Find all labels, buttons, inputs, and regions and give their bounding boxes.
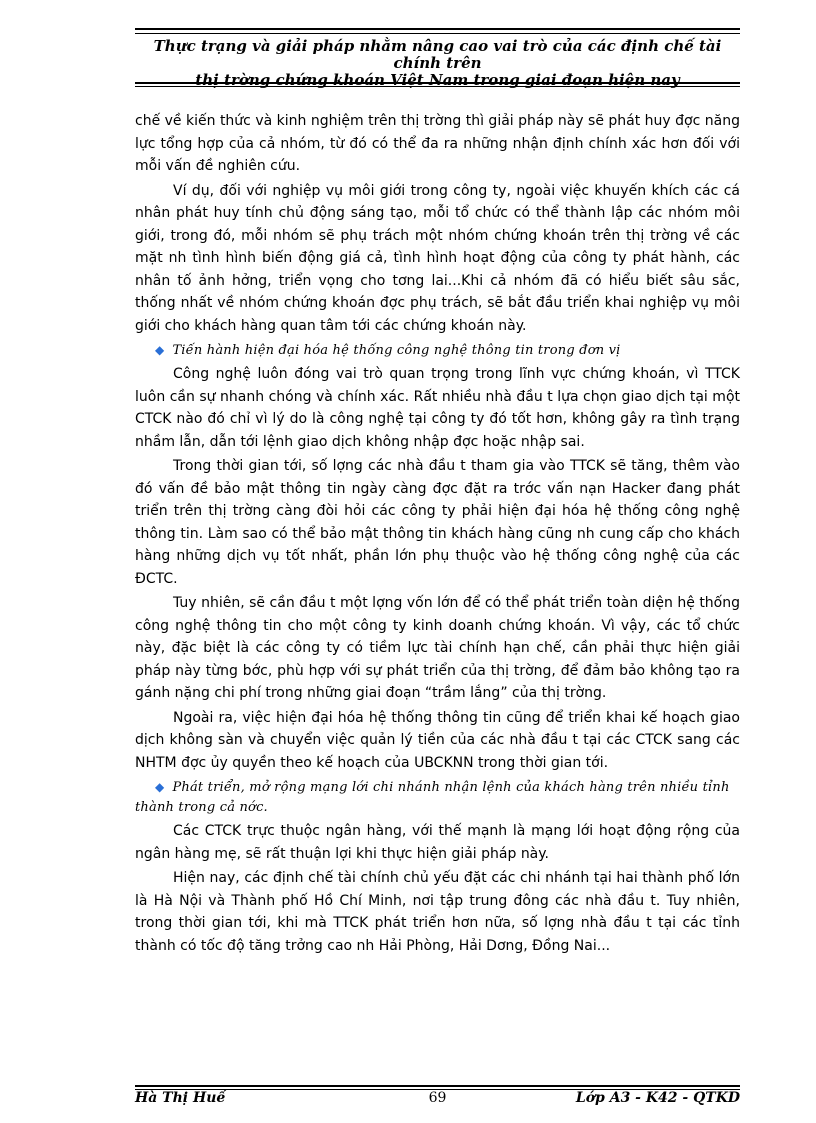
section-heading-2-text: Phát triển, mở rộng mạng lới chi nhánh nhận lệnh của khách hàng trên nhiều tỉnh thành trong cả nớc. — [135, 780, 730, 815]
paragraph-5: Tuy nhiên, sẽ cần đầu t một lợng vốn lớn để có thể phát triển toàn diện hệ thống công nghệ thông tin cho một công ty kinh doanh chứng khoán. Vì vậy, các tổ chức này, đặc biệt là các công ty có tiềm lực tài chính hạn chế, cần phải thực hiện giải pháp này từng bớc, phù hợp với sự phát triển của thị trờng, để đảm bảo không tạo ra gánh nặng chi phí trong những giai đoạn “trầm lắng” của thị trờng. — [135, 595, 740, 701]
paragraph-6: Ngoài ra, việc hiện đại hóa hệ thống thông tin cũng để triển khai kế hoạch giao dịch không sàn và chuyển việc quản lý tiền của các nhà đầu t tại các CTCK sang các NHTM đợc ủy quyền theo kế hoạch của UBCKNN trong thời gian tới. — [135, 709, 740, 771]
diamond-icon: ◆ — [155, 343, 165, 357]
footer-class: Lớp A3 - K42 - QTKD — [575, 1090, 740, 1106]
section-heading-1 — [135, 340, 740, 361]
header-rule-bottom — [135, 82, 740, 84]
page-footer — [135, 1090, 740, 1110]
section-heading-1-text: Tiến hành hiện đại hóa hệ thống công nghệ thông tin trong đơn vị — [172, 343, 621, 358]
header-rule-bottom-thin — [135, 86, 740, 87]
paragraph-4: Trong thời gian tới, số lợng các nhà đầu t tham gia vào TTCK sẽ tăng, thêm vào đó vấn đề bảo mật thông tin ngày càng đợc đặt ra trớc vấn nạn Hacker đang phát triển trên thị trờng càng đòi hỏi các công ty phải hiện đại hóa hệ thống công nghệ thông tin. Làm sao có thể bảo mật thông tin khách hàng cũng nh cung cấp cho khách hàng những dịch vụ tốt nhất, phần lớn phụ thuộc vào hệ thống công nghệ của các ĐCTC. — [135, 458, 740, 587]
paragraph-8: Hiện nay, các định chế tài chính chủ yếu đặt các chi nhánh tại hai thành phố lớn là Hà Nội và Thành phố Hồ Chí Minh, nơi tập trung đông các nhà đầu t. Tuy nhiên, trong thời gian tới, khi mà TTCK phát triển hơn nữa, số lợng nhà đầu t tại các tỉnh thành có tốc độ tăng trởng cao nh Hải Phòng, Hải Dơng, Đồng Nai... — [135, 870, 740, 954]
page-body — [135, 110, 740, 959]
page-number: 69 — [428, 1090, 447, 1106]
header-rule-top-thin — [135, 33, 740, 34]
paragraph-3: Công nghệ luôn đóng vai trò quan trọng trong lĩnh vực chứng khoán, vì TTCK luôn cần sự nhanh chóng và chính xác. Rất nhiều nhà đầu t lựa chọn giao dịch tại một CTCK nào đó chỉ vì lý do là công nghệ tại công ty đó tốt hơn, không gây ra tình trạng nhầm lẫn, dẫn tới lệnh giao dịch không nhập đợc hoặc nhập sai. — [135, 366, 740, 450]
footer-author: Hà Thị Huế — [135, 1090, 226, 1106]
header-rule-top — [135, 28, 740, 30]
section-heading-2 — [135, 777, 740, 818]
header-line-1: Thực trạng và giải pháp nhằm nâng cao vai trò của các định chế tài chính trên — [153, 37, 722, 72]
paragraph-7: Các CTCK trực thuộc ngân hàng, với thế mạnh là mạng lới hoạt động rộng của ngân hàng mẹ, sẽ rất thuận lợi khi thực hiện giải pháp này. — [135, 823, 740, 862]
diamond-icon: ◆ — [155, 780, 165, 794]
paragraph-1: chế về kiến thức và kinh nghiệm trên thị trờng thì giải pháp này sẽ phát huy đợc năng lực tổng hợp của cả nhóm, từ đó có thể đa ra những nhận định chính xác hơn đối với mỗi vấn đề nghiên cứu. — [135, 113, 740, 174]
footer-rule — [135, 1085, 740, 1087]
paragraph-2: Ví dụ, đối với nghiệp vụ môi giới trong công ty, ngoài việc khuyến khích các cá nhân phát huy tính chủ động sáng tạo, mỗi tổ chức có thể thành lập các nhóm môi giới, trong đó, mỗi nhóm sẽ phụ trách một nhóm chứng khoán trên thị trờng về các mặt nh tình hình biến động giá cả, tình hình hoạt động của công ty phát hành, các nhân tố ảnh hởng, triển vọng cho tơng lai...Khi cả nhóm đã có hiểu biết sâu sắc, thống nhất về nhóm chứng khoán đợc phụ trách, sẽ bắt đầu triển khai nghiệp vụ môi giới cho khách hàng quan tâm tới các chứng khoán này. — [135, 182, 740, 334]
header-line-2: thị trờng chứng khoán Việt Nam trong giai đoạn hiện nay — [195, 71, 680, 89]
